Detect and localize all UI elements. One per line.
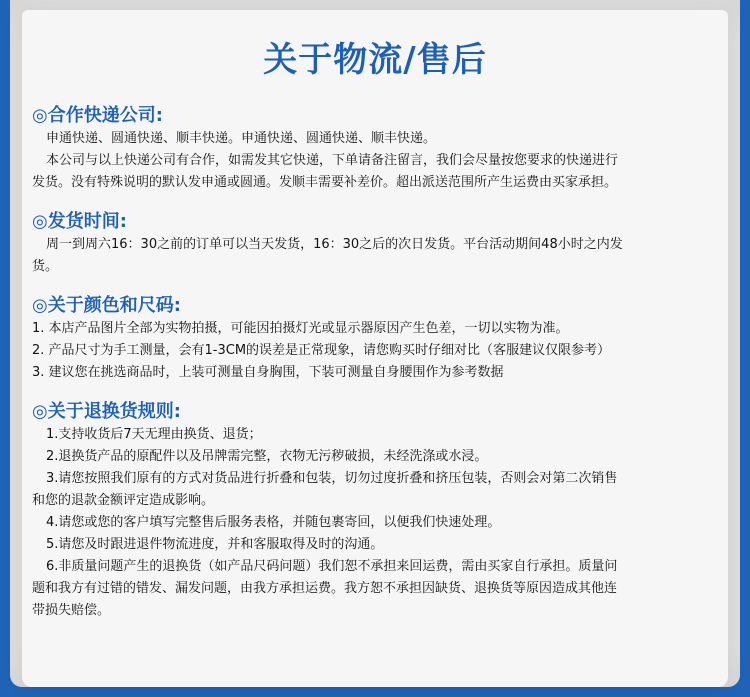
section-color-size [32,294,722,384]
text-line: 带损失赔偿。 [32,603,111,618]
text-line: 1.支持收货后7天无理由换货、退货； [46,427,262,442]
text-line: 本公司与以上快递公司有合作，如需发其它快递，下单请备注留言，我们会尽量按您要求的快递进行 [46,153,619,168]
section-courier-companies [32,104,722,194]
page-title: 关于物流/售后 [263,40,487,80]
section-heading: ◎发货时间: [32,211,127,232]
text-line: 4.请您或您的客户填写完整售后服务表格，并随包裹寄回，以便我们快速处理。 [46,515,501,530]
text-line: 货。 [32,259,59,274]
text-line: 3.请您按照我们原有的方式对货品进行折叠和包装，切勿过度折叠和挤压包装，否则会对第二次销售 [46,471,618,486]
section-shipping-time [32,210,722,278]
section-return-policy [32,400,722,622]
section-heading: ◎合作快递公司: [32,105,163,126]
text-line: 1. 本店产品图片全部为实物拍摄，可能因拍摄灯光或显示器原因产生色差，一切以实物为准。 [32,321,569,336]
text-line: 2.退换货产品的原配件以及吊牌需完整，衣物无污秽破损，未经洗涤或水浸。 [46,449,488,464]
text-line: 申通快递、圆通快递、顺丰快递。申通快递、圆通快递、顺丰快递。 [46,131,437,146]
text-line: 5.请您及时跟进退件物流进度，并和客服取得及时的沟通。 [46,537,384,552]
text-line: 2. 产品尺寸为手工测量，会有1-3CM的误差是正常现象，请您购买时仔细对比（客服建议仅限参考） [32,343,611,358]
text-line: 和您的退款金额评定造成影响。 [32,493,215,508]
text-line: 周一到周六16：30之前的订单可以当天发货，16：30之后的次日发货。平台活动期间48小时之内发 [46,237,623,252]
text-line: 题和我方有过错的错发、漏发问题，由我方承担运费。我方恕不承担因缺货、退换货等原因造成其他连 [32,581,618,596]
text-line: 6.非质量问题产生的退换货（如产品尺码问题）我们恕不承担来回运费，需由买家自行承担。质量问 [46,559,618,574]
text-line: 3. 建议您在挑选商品时，上装可测量自身胸围，下装可测量自身腰围作为参考数据 [32,365,504,380]
section-heading: ◎关于退换货规则: [32,401,181,422]
text-line: 发货。没有特殊说明的默认发申通或圆通。发顺丰需要补差价。超出派送范围所产生运费由买家承担。 [32,175,618,190]
document-body [32,104,722,638]
section-heading: ◎关于颜色和尺码: [32,295,181,316]
